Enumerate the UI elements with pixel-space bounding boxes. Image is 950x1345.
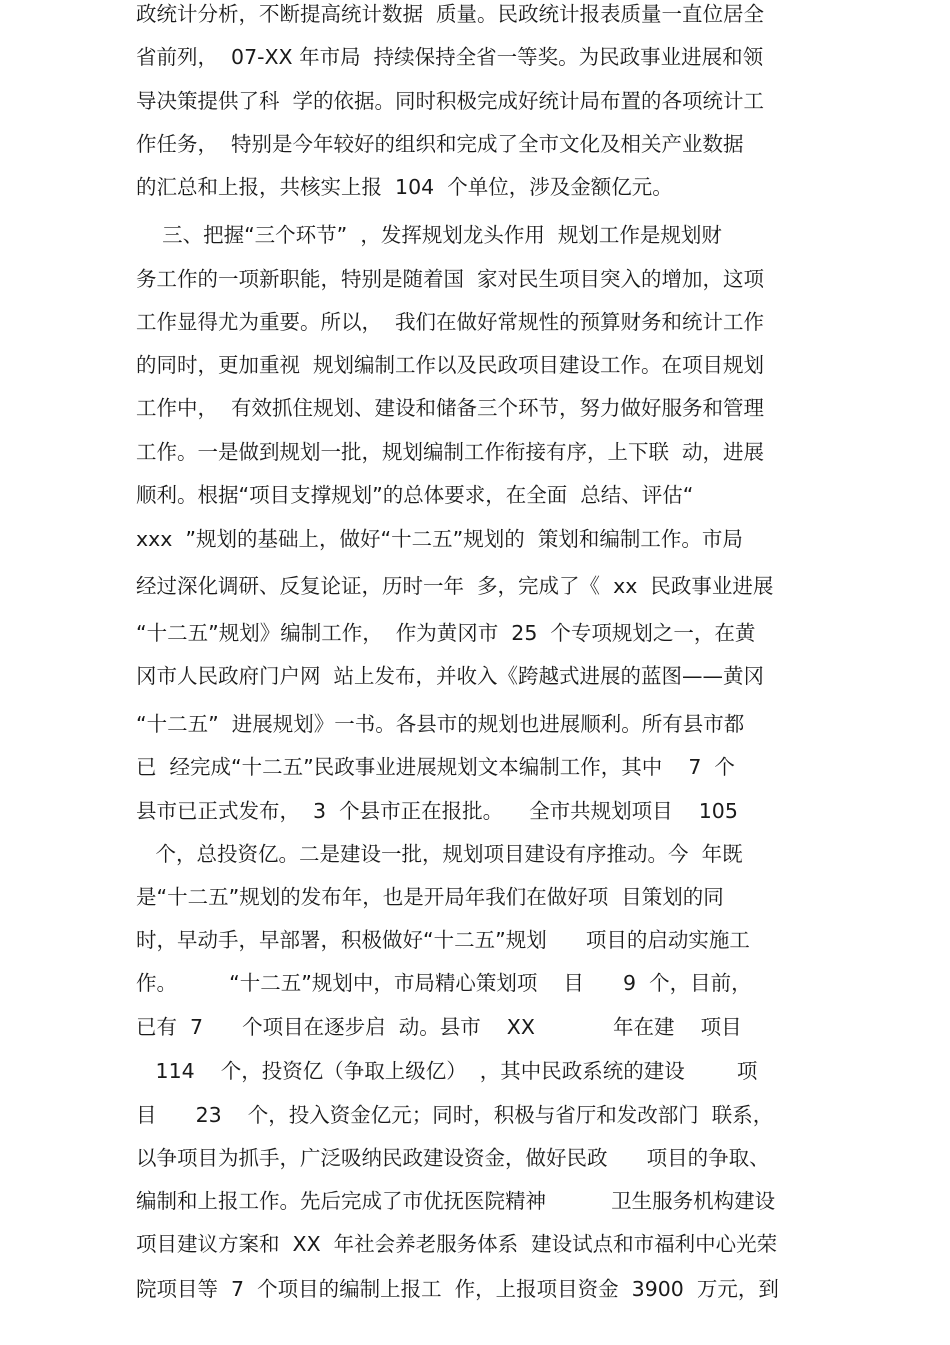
text-line: 是“十二五”规划的发布年，也是开局年我们在做好项 目策划的同 xyxy=(136,885,724,909)
text-line: “十二五”规划》编制工作， 作为黄冈市 25 个专项规划之一，在黄 xyxy=(136,621,756,645)
text-line: 个，总投资亿。二是建设一批，规划项目建设有序推动。今 年既 xyxy=(136,842,743,866)
text-line: 顺利。根据“项目支撑规划”的总体要求，在全面 总结、评估“ xyxy=(136,483,694,507)
text-line: 导决策提供了科 学的依据。同时积极完成好统计局布置的各项统计工 xyxy=(136,89,765,113)
text-line: 的汇总和上报，共核实上报 104 个单位，涉及金额亿元。 xyxy=(136,175,673,199)
text-line: 务工作的一项新职能，特别是随着国 家对民生项目突入的增加，这项 xyxy=(136,267,765,291)
text-line: 编制和上报工作。先后完成了市优抚医院精神 卫生服务机构建设 xyxy=(136,1189,776,1213)
text-line: 已有 7 个项目在逐步启 动。县市 XX 年在建 项目 xyxy=(136,1015,742,1039)
text-line: 冈市人民政府门户网 站上发布，并收入《跨越式进展的蓝图——黄冈 xyxy=(136,664,765,688)
text-line: 院项目等 7 个项目的编制上报工 作，上报项目资金 3900 万元，到 xyxy=(136,1277,779,1301)
text-line: 以争项目为抓手，广泛吸纳民政建设资金，做好民政 项目的争取、 xyxy=(136,1146,770,1170)
text-line: 省前列， 07-XX 年市局 持续保持全省一等奖。为民政事业进展和领 xyxy=(136,45,764,69)
text-line: 的同时，更加重视 规划编制工作以及民政项目建设工作。在项目规划 xyxy=(136,353,765,377)
text-line: “十二五” 进展规划》一书。各县市的规划也进展顺利。所有县市都 xyxy=(136,712,745,736)
text-line: 114 个，投资亿（争取上级亿） ，其中民政系统的建设 项 xyxy=(136,1059,758,1083)
text-line: 作任务， 特别是今年较好的组织和完成了全市文化及相关产业数据 xyxy=(136,132,744,156)
text-line: 工作显得尤为重要。所以， 我们在做好常规性的预算财务和统计工作 xyxy=(136,310,765,334)
text-line: 经过深化调研、反复论证，历时一年 多，完成了《 xx 民政事业进展 xyxy=(136,574,774,598)
text-line: 工作。一是做到规划一批，规划编制工作衔接有序，上下联 动，进展 xyxy=(136,440,765,464)
text-line: 作。 “十二五”规划中，市局精心策划项 目 9 个，目前， xyxy=(136,971,752,995)
text-line: 政统计分析，不断提高统计数据 质量。民政统计报表质量一直位居全 xyxy=(136,2,765,26)
text-line: 时，早动手，早部署，积极做好“十二五”规划 项目的启动实施工 xyxy=(136,928,750,952)
text-line: 目 23 个，投入资金亿元；同时，积极与省厅和发改部门 联系， xyxy=(136,1103,774,1127)
text-line: 三、把握“三个环节” ，发挥规划龙头作用 规划工作是规划财 xyxy=(136,223,722,247)
text-line: 工作中， 有效抓住规划、建设和储备三个环节，努力做好服务和管理 xyxy=(136,396,765,420)
text-line: xxx ”规划的基础上，做好“十二五”规划的 策划和编制工作。市局 xyxy=(136,527,743,551)
text-line: 已 经完成“十二五”民政事业进展规划文本编制工作，其中 7 个 xyxy=(136,755,735,779)
text-line: 项目建议方案和 XX 年社会养老服务体系 建设试点和市福利中心光荣 xyxy=(136,1232,778,1256)
text-line: 县市已正式发布， 3 个县市正在报批。 全市共规划项目 105 xyxy=(136,799,738,823)
